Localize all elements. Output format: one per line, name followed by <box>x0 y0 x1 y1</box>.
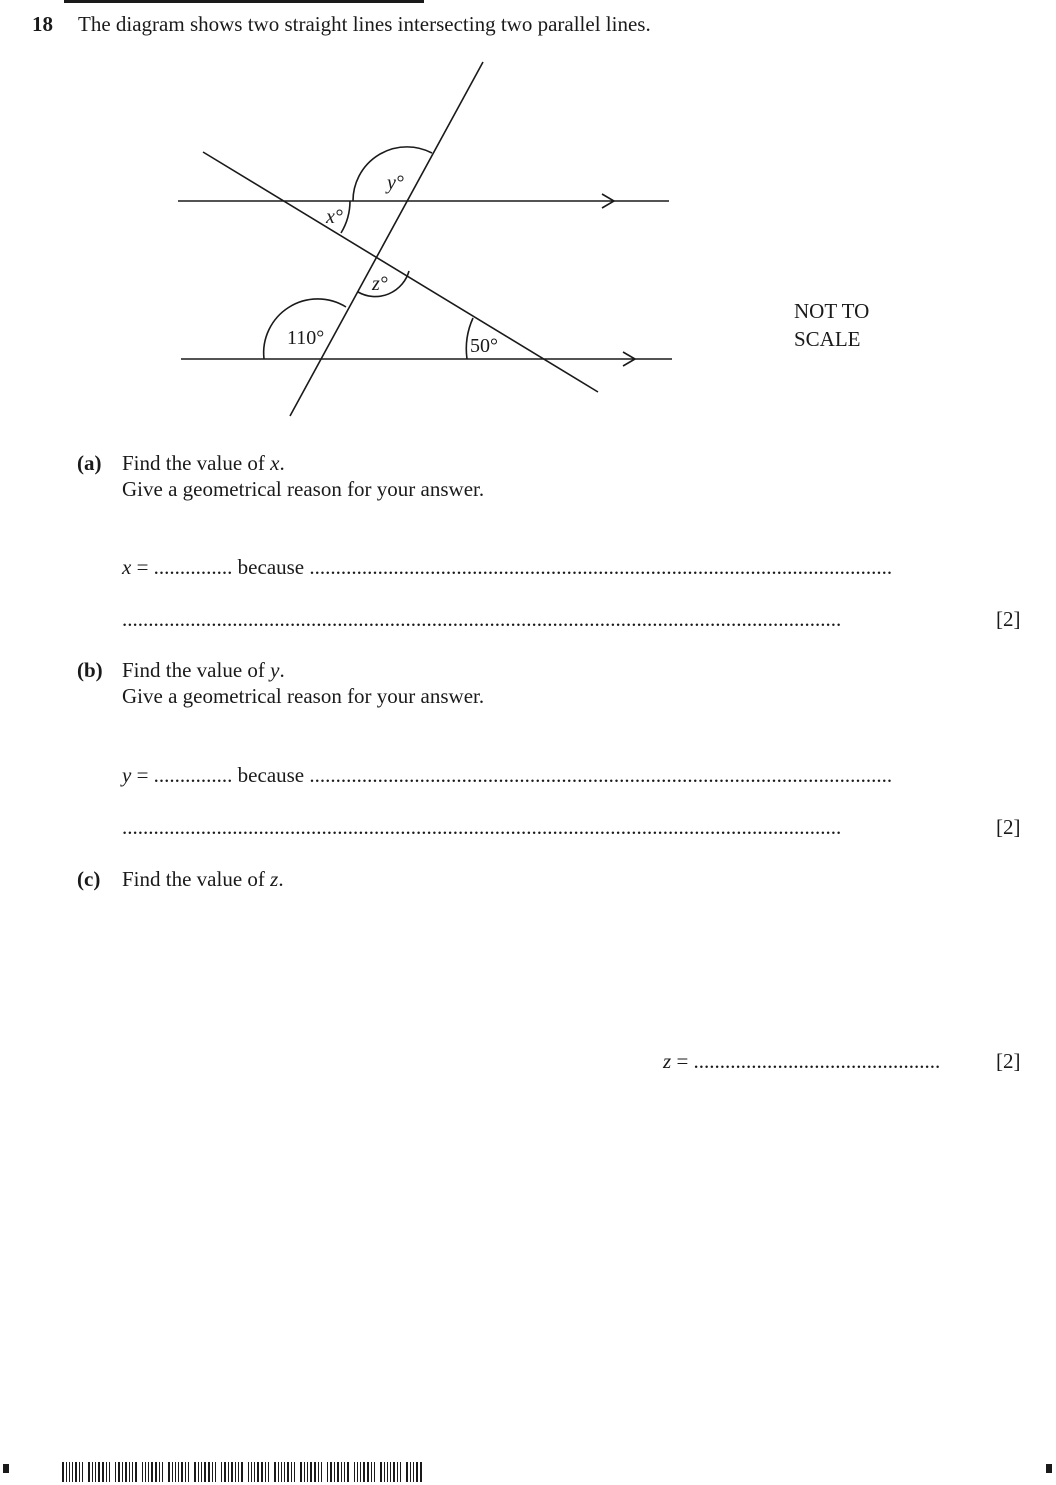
question-number: 18 <box>32 12 53 36</box>
label-angle-50: 50° <box>470 335 498 357</box>
label-angle-y: y° <box>387 172 404 194</box>
not-to-scale-line2: SCALE <box>794 327 861 351</box>
part-b-instruction: Give a geometrical reason for your answer. <box>122 684 485 708</box>
transversal-steep <box>290 62 483 416</box>
corner-mark-left <box>3 1464 9 1473</box>
geometry-diagram <box>170 55 690 425</box>
not-to-scale-line1: NOT TO <box>794 299 870 323</box>
page-barcode <box>62 1462 424 1482</box>
part-a-reason-line[interactable]: ......................................................................................................................................... <box>122 607 842 631</box>
part-c-answer-line[interactable]: z = ............................................... <box>663 1049 941 1073</box>
part-a-marks: [2] <box>996 607 1021 631</box>
label-angle-z: z° <box>372 273 388 295</box>
part-c-question: Find the value of z. <box>122 867 284 891</box>
part-c-label: (c) <box>77 867 101 891</box>
top-barcode-strip <box>64 0 424 3</box>
part-a-label: (a) <box>77 451 102 475</box>
part-b-question: Find the value of y. <box>122 658 285 682</box>
part-b-marks: [2] <box>996 815 1021 839</box>
part-a-instruction: Give a geometrical reason for your answer. <box>122 477 485 501</box>
part-b-label: (b) <box>77 658 103 682</box>
corner-mark-right <box>1046 1464 1052 1473</box>
question-text: The diagram shows two straight lines intersecting two parallel lines. <box>78 12 651 36</box>
part-a-question: Find the value of x. <box>122 451 285 475</box>
label-angle-x: x° <box>326 206 343 228</box>
part-c-marks: [2] <box>996 1049 1021 1073</box>
part-a-answer-line[interactable]: x = ............... because ............................................................................................................... <box>122 555 893 579</box>
not-to-scale-note <box>794 297 869 353</box>
label-angle-110: 110° <box>287 327 325 349</box>
part-b-answer-line[interactable]: y = ............... because ............................................................................................................... <box>122 763 893 787</box>
part-b-reason-line[interactable]: ......................................................................................................................................... <box>122 815 842 839</box>
